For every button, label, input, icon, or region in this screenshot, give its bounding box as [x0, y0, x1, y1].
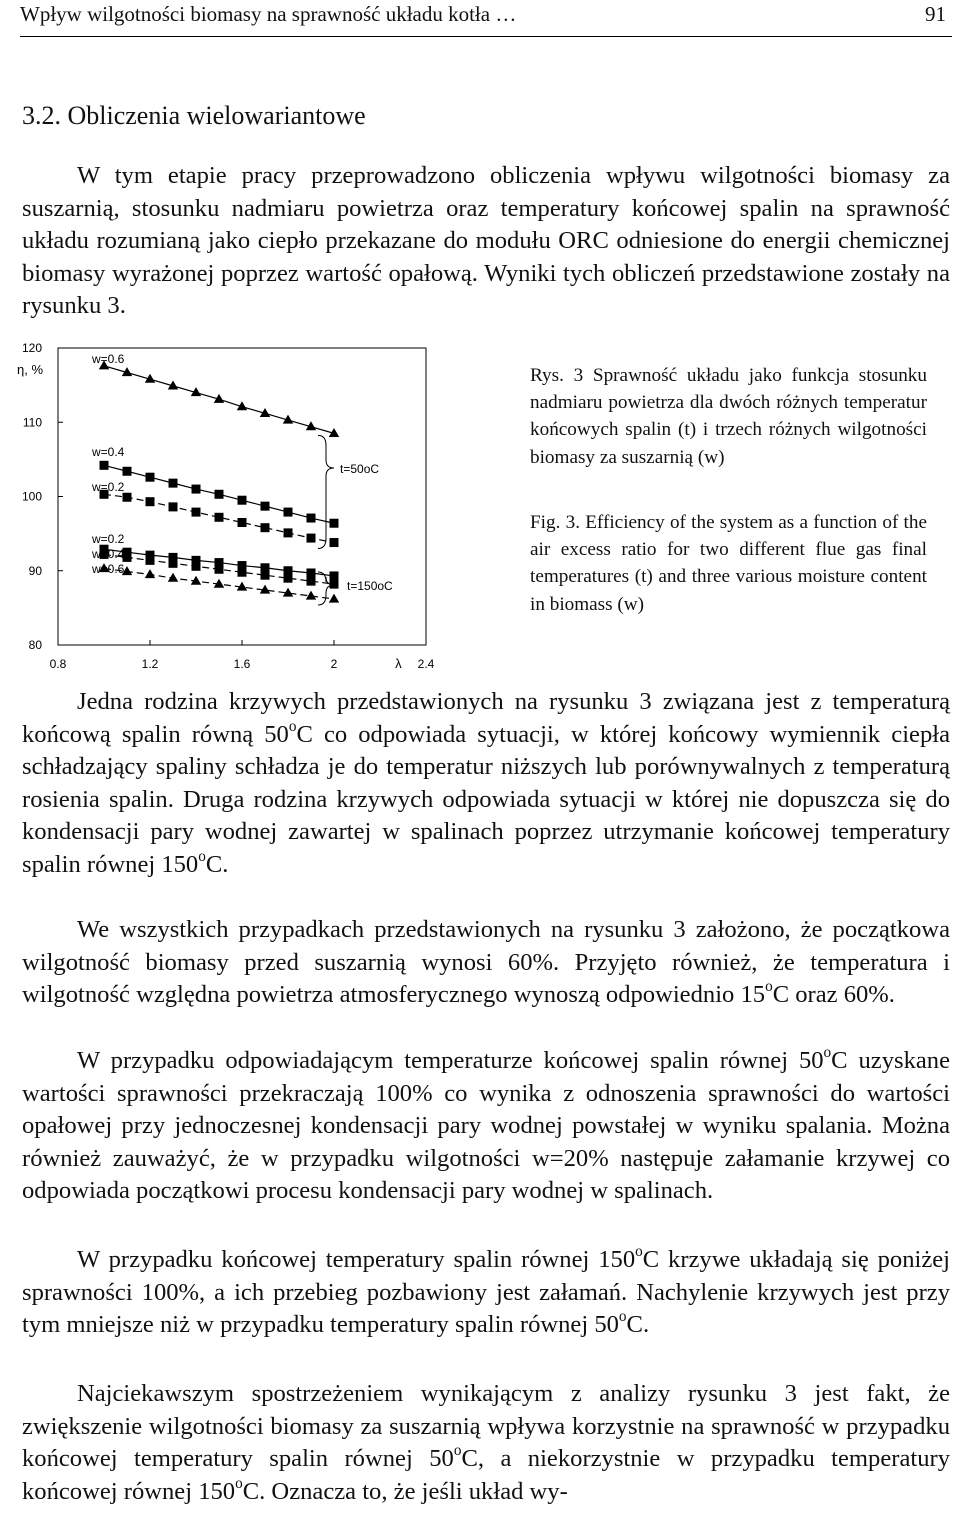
p4-text-b: C krzywe układają się poniżej sprawności 100%, a ich przebieg pozbawiony jest załamań. Nachylenie krzywych jest przy tym mniejsze niż w przypadku temperatury spalin równej 50 [22, 1246, 950, 1339]
y-tick-label: 110 [22, 415, 42, 430]
chart-annotation: w=0.2 [92, 480, 125, 494]
p5-text-c: C. Oznacza to, że jeśli układ wy- [242, 1477, 568, 1505]
x-tick-label: 1.6 [233, 657, 251, 671]
y-tick-label: 90 [28, 563, 42, 578]
y-tick-label: 100 [21, 489, 42, 504]
p1-text-b: C co odpowiada sytuacji, w której końcowy wymiennik ciepła schładzający spaliny schładza je do temperatur niższych lub porównywalnych z temperaturą rosienia spalin. Druga rodzina krzywych odpowiada sytuacji w której nie dopuszcza się do kondensacji pary wodnej zawartej w spalinach poprzez utrzymanie końcowej temperatury spalin równej 150 [22, 720, 950, 878]
chart-annotation: w=0.4 [92, 547, 125, 561]
page-number: 91 [925, 2, 946, 26]
degree-sup: o [618, 1308, 627, 1326]
paragraph-5 [22, 1378, 950, 1508]
chart-annotation: w=0.2 [92, 532, 125, 546]
square-marker [307, 577, 316, 586]
square-marker [330, 538, 339, 547]
square-marker [261, 571, 270, 580]
chart-annotation: t=150oC [347, 579, 393, 593]
p3-text-b: C uzyskane wartości sprawności przekraczają 100% co wynika z odnoszenia sprawności do wartości opałowej przy jednoczesnej kondensacji pary wodnej powstałej w wyniku spalania. Można również zauważyć, że w przypadku wilgotności w=20% następuje załamanie krzywej co odpowiada początkowi procesu kondensacji pary wodnej w spalinach. [22, 1047, 950, 1205]
x-tick-label: 2 [330, 657, 338, 671]
square-marker [284, 528, 293, 537]
square-marker [307, 514, 316, 523]
square-marker [146, 556, 155, 565]
p1-text-c: C. [205, 850, 229, 878]
running-header-title: Wpływ wilgotności biomasy na sprawność układu kotła … [20, 2, 517, 26]
p5-text-a: Najciekawszym spostrzeżeniem wynikającym z analizy rysunku 3 jest fakt, że zwiększenie wilgotności biomasy za suszarnią wpływa korzystnie na sprawność w przypadku końcowej temperatury spalin równej 50 [22, 1380, 950, 1473]
square-marker [146, 473, 155, 482]
square-marker [284, 508, 293, 517]
p2-text-a: We wszystkich przypadkach przedstawionych na rysunku 3 założono, że początkowa wilgotność biomasy przed suszarnią wynosi 60%. Przyjęto również, że temperatura i wilgotność względna powietrza atmosferycznego wynoszą odpowiednio 15 [22, 916, 950, 1009]
chart-annotation: w=0.4 [92, 445, 125, 459]
triangle-marker [145, 569, 155, 578]
figure-caption-pl: Rys. 3 Sprawność układu jako funkcja stosunku nadmiaru powietrza dla dwóch różnych temperatur końcowych spalin (t) i trzech różnych wilgotności biomasy za suszarnią (w) [530, 365, 927, 468]
square-marker [215, 490, 224, 499]
square-marker [261, 502, 270, 511]
square-marker [192, 485, 201, 494]
paragraph-2 [22, 914, 950, 1012]
square-marker [307, 534, 316, 543]
square-marker [330, 519, 339, 528]
square-marker [307, 568, 316, 577]
square-marker [215, 513, 224, 522]
square-marker [238, 496, 247, 505]
efficiency-chart [0, 340, 440, 675]
paragraph-1 [22, 686, 950, 882]
degree-sup: o [823, 1044, 832, 1062]
p4-text-c: C. [626, 1311, 650, 1339]
square-marker [330, 571, 339, 580]
p2-text-b: C oraz 60%. [772, 981, 895, 1009]
x-axis-label: λ [395, 656, 402, 671]
x-tick-label: 2.4 [417, 657, 435, 671]
square-marker [169, 559, 178, 568]
degree-sup: o [635, 1243, 643, 1261]
degree-sup: o [765, 978, 773, 996]
square-marker [123, 467, 132, 476]
triangle-marker [168, 573, 178, 582]
degree-sup: o [453, 1442, 462, 1460]
chart-annotation: w=0.6 [92, 352, 125, 366]
degree-sup: o [198, 848, 206, 865]
square-marker [192, 562, 201, 571]
square-marker [192, 508, 201, 517]
y-tick-label: 120 [21, 341, 42, 355]
degree-sup: o [288, 717, 297, 735]
y-axis-label: η, % [16, 361, 44, 377]
p1-text-a: Jedna rodzina krzywych przedstawionych na rysunku 3 związana jest z temperaturą końcową spalin równą 50 [22, 688, 950, 748]
t50-bracket [318, 435, 334, 548]
square-marker [100, 461, 109, 470]
x-tick-label: 1.2 [141, 657, 159, 671]
square-marker [238, 568, 247, 577]
square-marker [238, 518, 247, 527]
chart-annotation: t=50oC [340, 462, 380, 476]
square-marker [330, 580, 339, 589]
paragraph-3 [22, 1045, 950, 1208]
square-marker [169, 479, 178, 488]
square-marker [284, 574, 293, 583]
square-marker [215, 565, 224, 574]
square-marker [261, 523, 270, 532]
running-header [20, 2, 952, 37]
square-marker [123, 493, 132, 502]
figure-caption-en: Fig. 3. Efficiency of the system as a function of the air excess ratio for two different flue gas final temperatures (t) and three various moisture content in biomass (w) [530, 512, 927, 615]
p5-text-b: C, a niekorzystnie w przypadku temperatury końcowej równej 150 [22, 1445, 950, 1505]
triangle-marker [306, 591, 316, 600]
x-tick-label: 0.8 [49, 657, 67, 671]
p3-text-a: W przypadku odpowiadającym temperaturze końcowej spalin równej 50 [77, 1047, 824, 1074]
square-marker [169, 502, 178, 511]
chart-annotation: w=0.6 [92, 562, 125, 576]
section-title: 3.2. Obliczenia wielowariantowe [22, 101, 366, 130]
paragraph-intro-text: W tym etapie pracy przeprowadzono obliczenia wpływu wilgotności biomasy za suszarnią, stosunku nadmiaru powietrza oraz temperatury końcowej spalin na sprawność układu rozumianą jako ciepło przekazane do modułu ORC odniesione do energii chemicznej biomasy wyrażonej poprzez wartość opałową. Wyniki tych obliczeń przedstawione zostały na rysunku 3. [22, 162, 950, 320]
paragraph-intro [22, 160, 950, 323]
p4-text-a: W przypadku końcowej temperatury spalin równej 150 [77, 1246, 636, 1273]
degree-sup: o [235, 1474, 243, 1492]
square-marker [146, 497, 155, 506]
triangle-marker [329, 594, 339, 603]
paragraph-4 [22, 1244, 950, 1342]
y-tick-label: 80 [28, 638, 42, 652]
